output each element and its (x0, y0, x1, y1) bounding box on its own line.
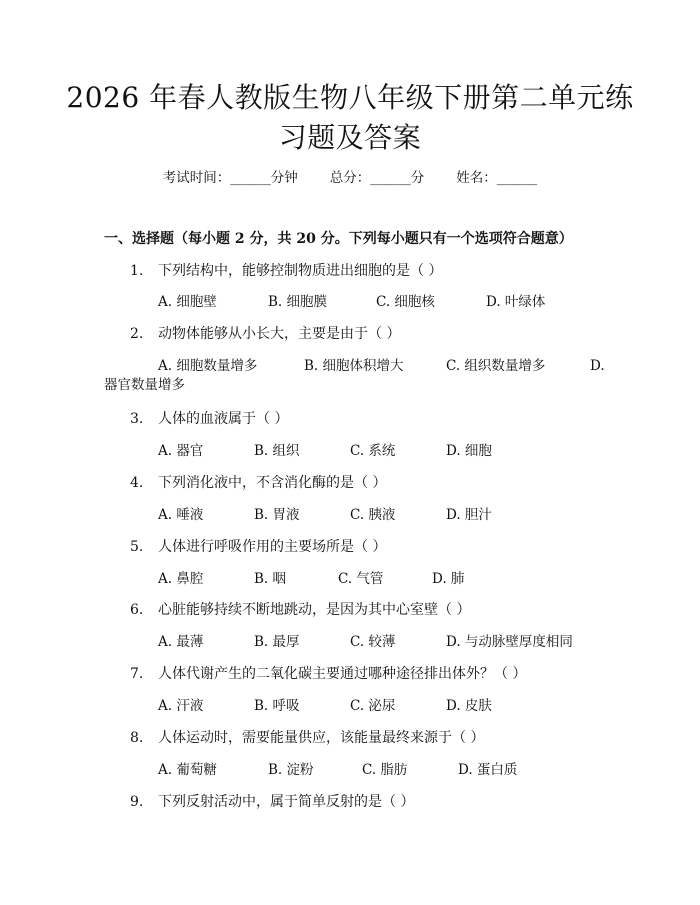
option-a: A. 细胞壁 (158, 294, 217, 310)
option-c: C. 系统 (350, 443, 396, 459)
option-b: B. 细胞体积增大 (304, 358, 404, 374)
question-number: 7. (130, 666, 144, 682)
option-c: C. 脂肪 (362, 762, 408, 778)
option-d: D. 肺 (432, 571, 465, 587)
option-a: A. 最薄 (158, 634, 204, 650)
option-b: B. 呼吸 (254, 698, 300, 714)
question-number: 3. (130, 411, 144, 427)
option-b: B. 组织 (254, 443, 300, 459)
option-c: C. 组织数量增多 (446, 358, 546, 374)
option-d: D. 与动脉壁厚度相同 (446, 634, 573, 650)
question-stem: 下列消化液中，不含消化酶的是（ ） (158, 475, 387, 491)
option-c: C. 气管 (338, 571, 384, 587)
exam-time-field: 考试时间：______分钟 (162, 170, 298, 186)
option-a: A. 汗液 (158, 698, 204, 714)
option-b: B. 最厚 (254, 634, 300, 650)
question-stem: 心脏能够持续不断地跳动，是因为其中心室壁（ ） (158, 602, 471, 618)
option-c: C. 胰液 (350, 507, 396, 523)
option-b: B. 淀粉 (268, 762, 314, 778)
option-c: C. 较薄 (350, 634, 396, 650)
option-a: A. 器官 (158, 443, 204, 459)
option-d: D. 细胞 (446, 443, 492, 459)
question-stem: 动物体能够从小长大，主要是由于（ ） (158, 326, 401, 342)
exam-meta (0, 168, 700, 188)
student-name-field: 姓名：______ (456, 170, 538, 186)
question-stem: 人体进行呼吸作用的主要场所是（ ） (158, 539, 387, 555)
question-number: 2. (130, 326, 144, 342)
question-number: 4. (130, 475, 144, 491)
option-b: B. 胃液 (254, 507, 300, 523)
total-score-field: 总分：______分 (329, 170, 425, 186)
option-d: D. 叶绿体 (486, 294, 546, 310)
document-title-line-2: 习题及答案 (278, 121, 422, 154)
option-c: C. 细胞核 (376, 294, 435, 310)
option-c: C. 泌尿 (350, 698, 396, 714)
option-d-continued: 器官数量增多 (104, 377, 185, 393)
question-stem: 人体运动时，需要能量供应，该能量最终来源于（ ） (158, 730, 485, 746)
option-a: A. 鼻腔 (158, 571, 204, 587)
question-number: 9. (130, 794, 144, 810)
question-stem: 下列结构中，能够控制物质进出细胞的是（ ） (158, 263, 443, 279)
option-d: D. (590, 358, 605, 374)
document-title-line-1: 2026 年春人教版生物八年级下册第二单元练 (66, 81, 634, 114)
question-stem: 人体的血液属于（ ） (158, 411, 289, 427)
option-b: B. 细胞膜 (268, 294, 328, 310)
question-number: 8. (130, 730, 144, 746)
option-d: D. 皮肤 (446, 698, 492, 714)
option-a: A. 唾液 (158, 507, 204, 523)
question-number: 1. (130, 263, 144, 279)
option-d: D. 胆汁 (446, 507, 492, 523)
option-d: D. 蛋白质 (458, 762, 518, 778)
question-number: 5. (130, 539, 144, 555)
question-stem: 人体代谢产生的二氧化碳主要通过哪种途径排出体外？（ ） (158, 666, 527, 682)
option-a: A. 葡萄糖 (158, 762, 217, 778)
question-number: 6. (130, 602, 144, 618)
option-a: A. 细胞数量增多 (158, 358, 258, 374)
section-heading-multiple-choice: 一、选择题（每小题 2 分，共 20 分。下列每小题只有一个选项符合题意） (104, 231, 573, 247)
question-stem: 下列反射活动中，属于简单反射的是（ ） (158, 794, 415, 810)
option-b: B. 咽 (254, 571, 287, 587)
